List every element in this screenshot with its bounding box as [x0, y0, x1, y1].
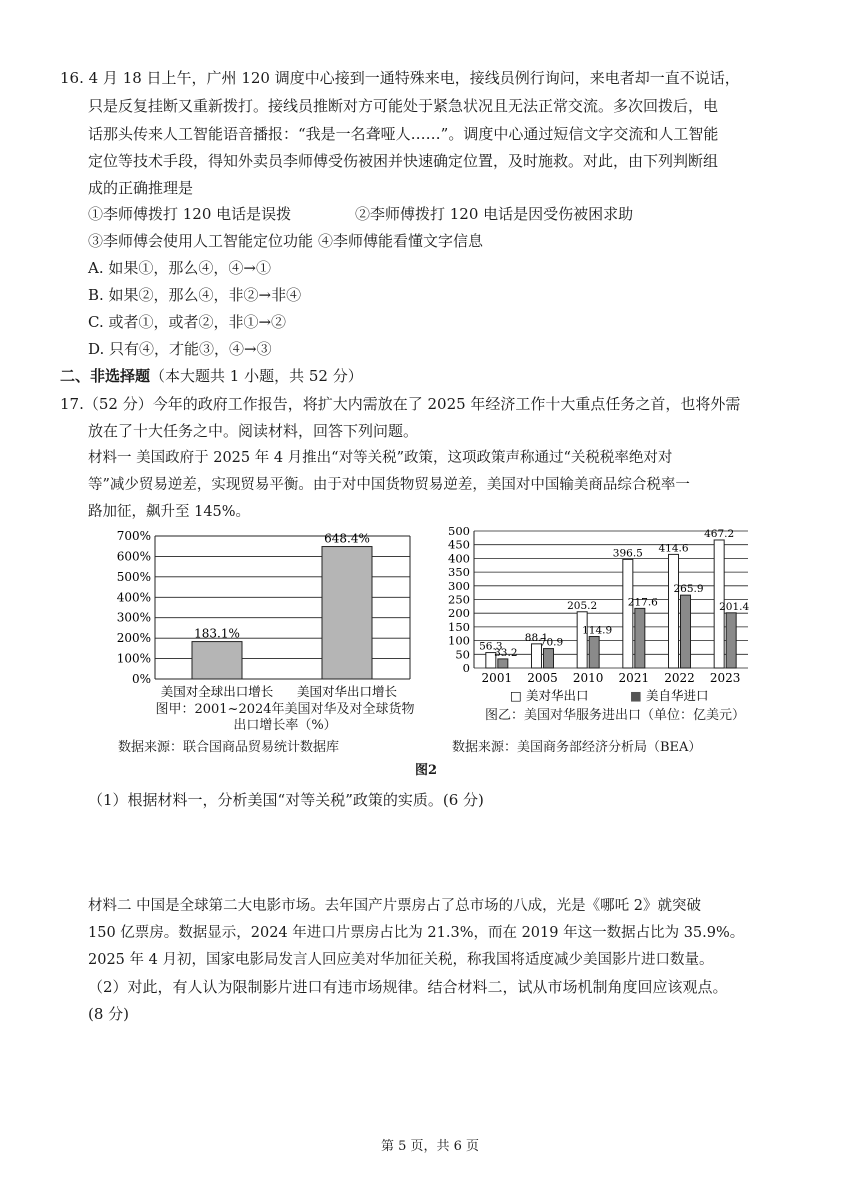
chart-services-trade [440, 522, 770, 704]
chart-a-bar [322, 547, 372, 679]
chart-a-y-tick: 200% [116, 631, 151, 646]
chart-b-category-label: 2021 [618, 671, 650, 685]
chart-a-y-tick: 600% [116, 549, 151, 564]
chart-b-value-label-import: 201.4 [719, 600, 750, 613]
chart-a-source: 数据来源：联合国商品贸易统计数据库 [118, 740, 340, 755]
chart-b-bar-import [635, 608, 645, 668]
material2-line-1: 材料二 中国是全球第二大电影市场。去年国产片票房占了总市场的八成，光是《哪吒 2》就突破 [88, 898, 701, 914]
q16-line-3: 话那头传来人工智能语音播报：“我是一名聋哑人……”。调度中心通过短信文字交流和人工智能 [88, 125, 719, 143]
q16-statement-2: ②李师傅拨打 120 电话是因受伤被困求助 [355, 205, 634, 223]
q17-sub-2-line-1: （2）对此，有人认为限制影片进口有违市场规律。结合材料二，试从市场机制角度回应该观点。 [88, 978, 728, 996]
q17-sub-2-line-2: (8 分) [88, 1005, 130, 1023]
q16-option-b: B. 如果②，那么④，非②→非④ [88, 286, 302, 304]
chart-b-y-tick: 350 [448, 565, 470, 580]
chart-b-value-label-export: 56.3 [479, 640, 503, 653]
chart-b-category-label: 2005 [527, 671, 558, 685]
chart-b-bar-export [623, 559, 633, 668]
chart-b-category-label: 2023 [709, 671, 741, 685]
chart-a-category-label: 美国对华出口增长 [296, 684, 398, 699]
chart-b-category-label: 2022 [664, 671, 695, 685]
chart-b-bar-import [589, 637, 599, 668]
q16-line-5: 成的正确推理是 [88, 179, 194, 197]
chart-b-bar-export [669, 554, 679, 668]
chart-a-y-tick: 500% [116, 569, 151, 584]
chart-b-bar-import [681, 595, 691, 668]
chart-a-value-label: 183.1% [194, 626, 240, 641]
chart-a-y-tick: 100% [116, 651, 151, 666]
chart-a-category-label: 美国对全球出口增长 [160, 684, 274, 699]
chart-b-value-label-export: 205.2 [567, 599, 598, 612]
chart-b-y-tick: 200 [448, 606, 470, 621]
chart-b-category-label: 2001 [481, 671, 513, 685]
q16-option-a: A. 如果①，那么④，④→① [88, 259, 271, 277]
chart-b-legend-symbol-import: ■ [630, 688, 642, 703]
chart-a-y-tick: 0% [131, 672, 151, 686]
page-footer: 第 5 页，共 6 页 [380, 1139, 480, 1154]
q17-line-2: 放在了十大任务之中。阅读材料，回答下列问题。 [88, 422, 419, 440]
chart-a-title [140, 702, 430, 734]
chart-b-value-label-import: 33.2 [494, 646, 518, 659]
chart-b-bar-import [544, 649, 554, 668]
material1-line-1: 材料一 美国政府于 2025 年 4 月推出“对等关税”政策，这项政策声称通过“关税税率绝对对 [88, 450, 673, 466]
q16-option-c: C. 或者①，或者②，非①→② [88, 313, 287, 331]
q16-line-1: 16. 4 月 18 日上午，广州 120 调度中心接到一通特殊来电，接线员例行询问，来电者却一直不说话， [60, 69, 740, 87]
figure-label: 图2 [415, 763, 438, 778]
chart-b-y-tick: 0 [462, 661, 470, 675]
chart-b-y-tick: 300 [448, 578, 470, 593]
chart-a-y-tick: 700% [116, 529, 151, 543]
chart-b-value-label-import: 265.9 [673, 583, 704, 596]
material2-line-3: 2025 年 4 月初，国家电影局发言人回应美对华加征关税，称我国将适度减少美国影片进口数量。 [88, 952, 714, 968]
chart-b-legend-symbol-export: □ [510, 688, 522, 703]
chart-b-value-label-export: 414.6 [658, 542, 689, 555]
chart-a-y-tick: 300% [116, 610, 151, 625]
chart-b-value-label-export: 396.5 [612, 547, 643, 560]
chart-a-title-line-1: 图甲：2001~2024年美国对华及对全球货物 [155, 702, 415, 717]
chart-b-legend-import: 美自华进口 [646, 688, 709, 703]
chart-b-y-tick: 500 [448, 524, 470, 538]
q17-sub-1: （1）根据材料一，分析美国“对等关税”政策的实质。(6 分) [88, 791, 484, 809]
q17-line-1: 17.（52 分）今年的政府工作报告，将扩大内需放在了 2025 年经济工作十大重点任务之首，也将外需 [60, 395, 741, 413]
chart-b-y-tick: 100 [448, 633, 470, 648]
section-heading [60, 366, 363, 386]
chart-b-value-label-import: 70.9 [539, 636, 564, 649]
q16-option-d: D. 只有④，才能③，④→③ [88, 340, 272, 358]
chart-b-bar-import [498, 659, 508, 668]
chart-b-bar-export [577, 612, 587, 668]
material2-line-2: 150 亿票房。数据显示，2024 年进口片票房占比为 21.3%，而在 2019 年这一数据占比为 35.9%。 [88, 925, 745, 941]
chart-b-y-tick: 250 [448, 592, 470, 607]
material1-line-3: 路加征，飙升至 145%。 [88, 504, 251, 520]
chart-b-y-tick: 400 [448, 551, 470, 566]
chart-b-value-label-import: 217.6 [627, 596, 658, 609]
q16-line-2: 只是反复挂断又重新拨打。接线员推断对方可能处于紧急状况且无法正常交流。多次回拨后，电 [88, 97, 719, 115]
chart-b-category-label: 2010 [572, 671, 604, 685]
q16-statement-1: ①李师傅拨打 120 电话是误拨 [88, 205, 292, 223]
q16-statement-4: ④李师傅能看懂文字信息 [318, 232, 484, 250]
chart-b-y-tick: 150 [448, 619, 470, 634]
chart-b-y-tick: 450 [448, 537, 470, 552]
chart-b-value-label-import: 114.9 [582, 624, 613, 637]
material1-line-2: 等”减少贸易逆差，实现贸易平衡。由于对中国货物贸易逆差，美国对中国输美商品综合税率一 [88, 477, 690, 493]
q16-line-4: 定位等技术手段，得知外卖员李师傅受伤被困并快速确定位置，及时施救。对此，由下列判断组 [88, 152, 719, 170]
chart-b-source: 数据来源：美国商务部经济分析局（BEA） [452, 740, 702, 755]
chart-b-y-tick: 50 [455, 647, 470, 662]
chart-a-y-tick: 400% [116, 590, 151, 605]
chart-b-value-label-export: 467.2 [704, 527, 735, 540]
q16-statement-3: ③李师傅会使用人工智能定位功能 [88, 232, 314, 250]
section-title: 二、非选择题 [60, 367, 151, 385]
chart-a-value-label: 648.4% [324, 531, 370, 546]
chart-b-bar-import [726, 613, 736, 668]
section-note: （本大题共 1 小题，共 52 分） [150, 367, 363, 385]
chart-export-growth [105, 524, 425, 704]
chart-a-title-line-2: 出口增长率（%） [233, 718, 337, 733]
chart-b-legend-export: 美对华出口 [526, 688, 589, 703]
chart-b-value-label-export: 88.1 [524, 631, 549, 644]
chart-a-bar [192, 642, 242, 679]
chart-b-title: 图乙：美国对华服务进出口（单位：亿美元） [484, 708, 745, 723]
